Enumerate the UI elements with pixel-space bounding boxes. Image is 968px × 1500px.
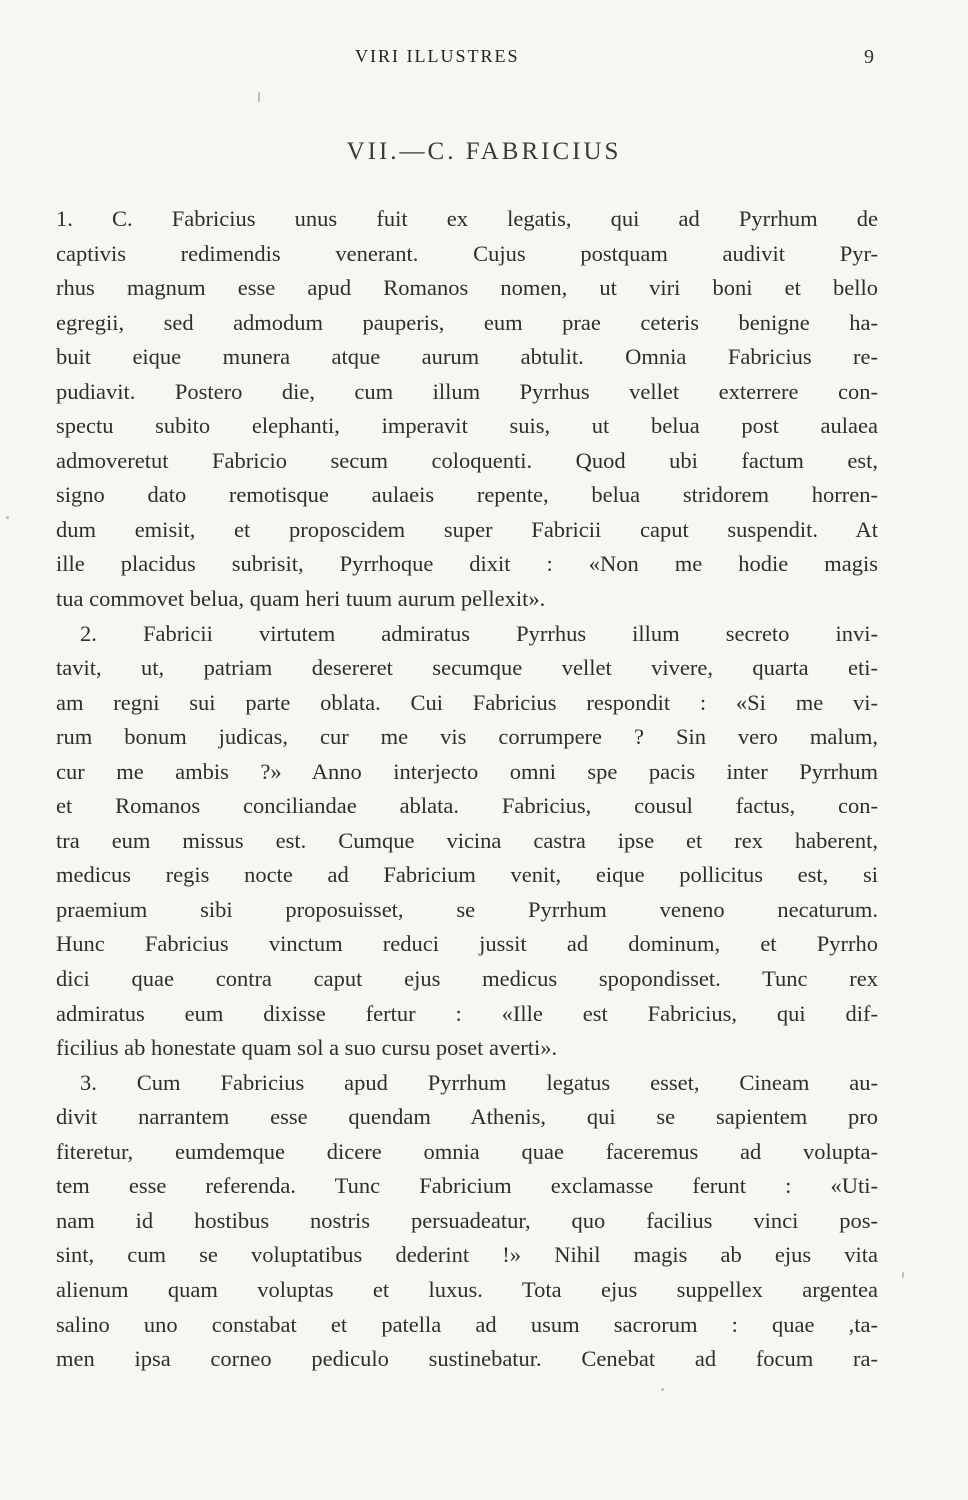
text-line: 1. C. Fabricius unus fuit ex legatis, qui ad Pyrrhum de (56, 206, 878, 231)
running-head (0, 46, 968, 72)
text-line: admoveretut Fabricio secum coloquenti. Quod ubi factum est, (56, 447, 878, 473)
text-line: spectu subito elephanti, imperavit suis, ut belua post aulaea (56, 413, 878, 439)
text-line: buit eique munera atque aurum abtulit. Omnia Fabricius re- (56, 344, 878, 370)
text-line: tra eum missus est. Cumque vicina castra ipse et rex haberent, (56, 827, 878, 853)
text-line: admiratus eum dixisse fertur : «Ille est Fabricius, qui dif- (56, 1000, 878, 1026)
text-line: signo dato remotisque aulaeis repente, belua stridorem horren- (56, 482, 878, 508)
text-line: tem esse referenda. Tunc Fabricium exclamasse ferunt : «Uti- (56, 1173, 878, 1199)
text-line: ille placidus subrisit, Pyrrhoque dixit : «Non me hodie magis (56, 551, 878, 577)
text-line: et Romanos conciliandae ablata. Fabricius, cousul factus, con- (56, 793, 878, 819)
text-line: nam id hostibus nostris persuadeatur, quo facilius vinci pos- (56, 1207, 878, 1233)
body-text (56, 202, 878, 1377)
text-line: men ipsa corneo pediculo sustinebatur. Cenebat ad focum ra- (56, 1346, 878, 1372)
text-line: tua commovet belua, quam heri tuum aurum pellexit». (56, 586, 546, 612)
text-line: medicus regis nocte ad Fabricium venit, eique pollicitus est, si (56, 862, 878, 888)
text-line: praemium sibi proposuisset, se Pyrrhum veneno necaturum. (56, 896, 878, 922)
text-line: divit narrantem esse quendam Athenis, qui se sapientem pro (56, 1104, 878, 1130)
paper-speck (661, 1388, 664, 1391)
text-line: egregii, sed admodum pauperis, eum prae ceteris benigne ha- (56, 309, 878, 335)
text-line: rhus magnum esse apud Romanos nomen, ut viri boni et bello (56, 275, 878, 301)
text-line: ficilius ab honestate quam sol a suo cursu poset averti». (56, 1035, 558, 1061)
chapter-title: VII.—C. FABRICIUS (346, 138, 622, 165)
text-line: rum bonum judicas, cur me vis corrumpere ? Sin vero malum, (56, 724, 878, 750)
running-title: VIRI ILLUSTRES (355, 46, 520, 66)
text-line: dici quae contra caput ejus medicus spopondisset. Tunc rex (56, 966, 878, 992)
text-line: am regni sui parte oblata. Cui Fabricius respondit : «Si me vi- (56, 689, 878, 715)
text-line: 3. Cum Fabricius apud Pyrrhum legatus esset, Cineam au- (80, 1069, 878, 1095)
text-line: alienum quam voluptas et luxus. Tota ejus suppellex argentea (56, 1276, 878, 1302)
text-line: Hunc Fabricius vinctum reduci jussit ad dominum, et Pyrrho (56, 931, 878, 957)
text-line: 2. Fabricii virtutem admiratus Pyrrhus illum secreto invi- (80, 620, 878, 646)
text-line: fiteretur, eumdemque dicere omnia quae faceremus ad volupta- (56, 1138, 878, 1164)
text-line: sint, cum se voluptatibus dederint !» Nihil magis ab ejus vita (56, 1242, 878, 1268)
paper-speck (6, 516, 9, 519)
text-line: salino uno constabat et patella ad usum sacrorum : quae ,ta- (56, 1311, 878, 1337)
text-line: dum emisit, et proposcidem super Fabricii caput suspendit. At (56, 516, 878, 542)
text-line: captivis redimendis venerant. Cujus postquam audivit Pyr- (56, 240, 878, 266)
paper-speck (258, 92, 260, 102)
text-line: pudiavit. Postero die, cum illum Pyrrhus vellet exterrere con- (56, 378, 878, 404)
text-line: tavit, ut, patriam desereret secumque vellet vivere, quarta eti- (56, 655, 878, 681)
page-number: 9 (864, 46, 874, 68)
text-line: cur me ambis ?» Anno interjecto omni spe pacis inter Pyrrhum (56, 758, 878, 784)
paper-speck (902, 1272, 904, 1278)
